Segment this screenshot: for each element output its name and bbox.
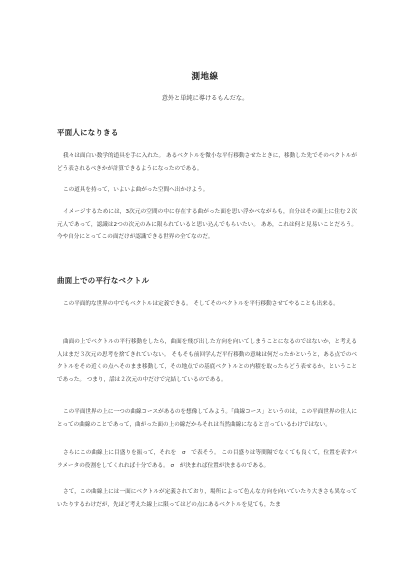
paragraph: この平面世界の上に一つの曲線コースがあるのを想像してみよう。「曲線コース」というのは，この平面世界の住人にとっての曲線のことであって，曲がった面の上の線だからそれは当然曲線になると言っているわけではない。 bbox=[57, 409, 357, 428]
paragraph: 我々は面白い数学的道具を手に入れた。 あるベクトルを微小な平行移動させたときに，移動した先でそのベクトルがどう表されるべきかが計算できるようになったのである。 bbox=[57, 153, 357, 172]
paragraph: この道具を持って，いよいよ曲がった空間へ出かけよう。 bbox=[63, 187, 209, 193]
paragraph: イメージするためには，3次元の空間の中に存在する曲がった面を思い浮かべながらも，自分はその面上に住む２次元人であって，認識は2つの次元のみに限られていると思い込んでもらいたい。 ああ，これは何と見易いことだろう。 今や自分にとってこの面だけが認識できる世界の全てなのだ。 bbox=[57, 209, 357, 241]
section-heading-parallel-vector: 曲面上での平行なベクトル bbox=[57, 276, 150, 285]
page-title: 測地線 bbox=[191, 72, 219, 82]
paragraph: さらにこの曲線上に目盛りを振って，それを σ で表そう。 この目盛りは等間隔でなくても良くて，位置を表すパラメータの役割をしてくれれば十分である。 σ が決まれば位置が決まるのである。 bbox=[57, 450, 357, 469]
paragraph: さて，この曲線上には一面にベクトルが定義されており，場所によって色んな方向を向いていたり大きさも異なっていたりするわけだが，先ほど考えた線上に限ってはどの点にあるベクトルを見ても，たま bbox=[57, 489, 357, 508]
paragraph: 曲面の上でベクトルの平行移動をしたら，曲面を飛び出した方向を向いてしまうことになるのではないか，と考える人はまだ３次元の思考を捨てきれていない。 そもそも前回学んだ平行移動の意味は何だったかというと，ある点でのベクトルをその近くの点へそのまま移動して，その地点での基底ベクトルとの内積を取ったらどう表せるか，ということであった。 つまり，話は２次元の中だけで完結しているのである。 bbox=[57, 339, 357, 383]
section-heading-flatlander: 平面人になりきる bbox=[57, 128, 119, 137]
page-subtitle: 意外と単純に導けるもんだな。 bbox=[161, 95, 249, 102]
paragraph: この平面的な世界の中でもベクトルは定義できる。 そしてそのベクトルを平行移動させてやることも出来る。 bbox=[63, 301, 339, 307]
